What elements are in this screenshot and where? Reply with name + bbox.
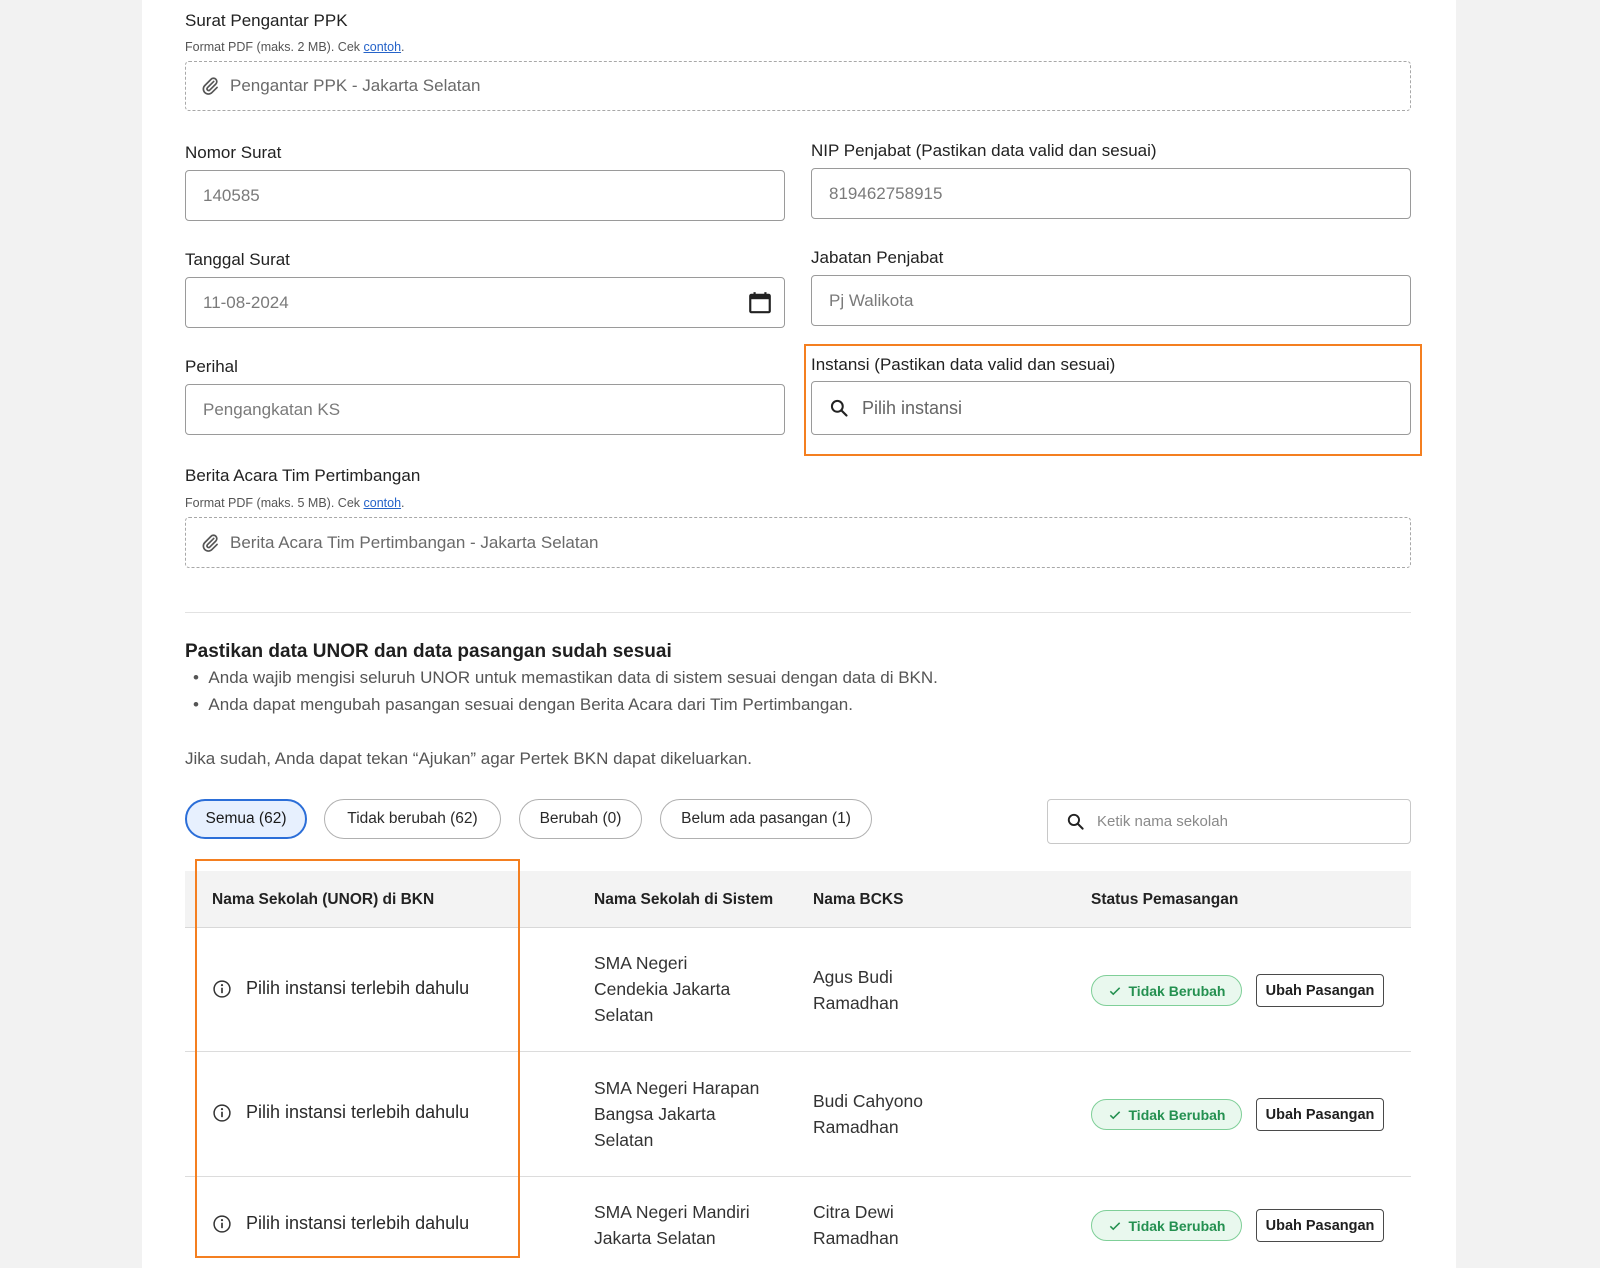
filter-chip-berubah[interactable]: Berubah (0) xyxy=(519,799,642,839)
berita-acara-upload[interactable] xyxy=(185,517,1411,568)
contoh-link[interactable]: contoh xyxy=(363,40,402,54)
unor-bullet-1: • Anda wajib mengisi seluruh UNOR untuk memastikan data di sistem sesuai dengan data di BKN. xyxy=(193,668,938,687)
jabatan-penjabat-field[interactable] xyxy=(811,275,1411,326)
instansi-highlight xyxy=(804,344,1422,456)
school-line: Selatan xyxy=(594,1005,654,1025)
school-search-placeholder: Ketik nama sekolah xyxy=(1097,813,1228,830)
hint-text: Format PDF (maks. 2 MB). Cek xyxy=(185,40,364,54)
unor-warning-text: Pilih instansi terlebih dahulu xyxy=(246,978,470,998)
filter-chip-belum-ada-pasangan[interactable]: Belum ada pasangan (1) xyxy=(660,799,872,839)
surat-pengantar-label: Surat Pengantar PPK xyxy=(185,11,348,30)
berita-acara-filename: Berita Acara Tim Pertimbangan - Jakarta Selatan xyxy=(230,532,599,552)
section-divider xyxy=(185,612,1411,613)
search-icon xyxy=(1066,812,1085,831)
jabatan-penjabat-label: Jabatan Penjabat xyxy=(811,248,944,267)
checkmark-icon xyxy=(1108,1219,1122,1233)
table-row-1-ubah-pasangan-button[interactable]: Ubah Pasangan xyxy=(1256,974,1384,1007)
nomor-surat-label: Nomor Surat xyxy=(185,143,282,162)
bullet-text: Anda dapat mengubah pasangan sesuai dengan Berita Acara dari Tim Pertimbangan. xyxy=(208,695,853,714)
contoh-link[interactable]: contoh xyxy=(363,496,402,510)
tanggal-surat-value: 11-08-2024 xyxy=(203,292,289,312)
table-row-2-school xyxy=(594,1075,759,1153)
school-line: Selatan xyxy=(594,1130,654,1150)
table-row-3-bcks xyxy=(813,1199,899,1251)
bcks-line: Ramadhan xyxy=(813,1228,899,1248)
table-row-1-school xyxy=(594,950,730,1028)
bcks-line: Ramadhan xyxy=(813,993,899,1013)
school-line: Jakarta Selatan xyxy=(594,1228,716,1248)
paperclip-icon xyxy=(200,76,220,96)
berita-acara-hint xyxy=(185,496,405,510)
unor-section-title: Pastikan data UNOR dan data pasangan sudah sesuai xyxy=(185,641,672,662)
bullet-text: Anda wajib mengisi seluruh UNOR untuk memastikan data di sistem sesuai dengan data di BKN. xyxy=(208,668,938,687)
instansi-label: Instansi (Pastikan data valid dan sesuai) xyxy=(811,355,1116,374)
nip-penjabat-field[interactable] xyxy=(811,168,1411,219)
col-header-sekolah-sistem: Nama Sekolah di Sistem xyxy=(594,891,774,908)
school-line: Bangsa Jakarta xyxy=(594,1104,716,1124)
table-row-2-ubah-pasangan-button[interactable]: Ubah Pasangan xyxy=(1256,1098,1384,1131)
unor-warning-text: Pilih instansi terlebih dahulu xyxy=(246,1213,470,1233)
paperclip-icon xyxy=(200,533,220,553)
hint-suffix: . xyxy=(401,40,405,54)
perihal-field[interactable] xyxy=(185,384,785,435)
tanggal-surat-field[interactable] xyxy=(185,277,785,328)
filter-chip-semua[interactable]: Semua (62) xyxy=(185,799,307,839)
nip-penjabat-label: NIP Penjabat (Pastikan data valid dan sesuai) xyxy=(811,141,1157,160)
col-header-unor: Nama Sekolah (UNOR) di BKN xyxy=(212,891,435,908)
jabatan-penjabat-value: Pj Walikota xyxy=(829,290,914,310)
school-line: SMA Negeri Harapan xyxy=(594,1078,760,1098)
hint-suffix: . xyxy=(401,496,405,510)
status-text: Tidak Berubah xyxy=(1128,1217,1226,1234)
bcks-line: Ramadhan xyxy=(813,1117,899,1137)
checkmark-icon xyxy=(1108,984,1122,998)
unor-note: Jika sudah, Anda dapat tekan “Ajukan” agar Pertek BKN dapat dikeluarkan. xyxy=(185,749,753,768)
school-search-input[interactable] xyxy=(1047,799,1411,844)
calendar-icon[interactable] xyxy=(747,290,773,316)
school-line: Cendekia Jakarta xyxy=(594,979,731,999)
perihal-label: Perihal xyxy=(185,357,238,376)
table-row-2-status-badge xyxy=(1091,1099,1242,1130)
surat-pengantar-upload[interactable] xyxy=(185,61,1411,111)
hint-text: Format PDF (maks. 5 MB). Cek xyxy=(185,496,364,510)
instansi-placeholder: Pilih instansi xyxy=(862,397,963,418)
status-text: Tidak Berubah xyxy=(1128,982,1226,999)
checkmark-icon xyxy=(1108,1108,1122,1122)
table-row-3-school xyxy=(594,1199,750,1251)
unor-column-highlight xyxy=(195,859,520,1258)
bcks-line: Citra Dewi xyxy=(813,1202,894,1222)
nip-penjabat-value: 819462758915 xyxy=(829,183,943,203)
table-row-2-bcks xyxy=(813,1088,923,1140)
table-row-1-status-badge xyxy=(1091,975,1242,1006)
col-header-status: Status Pemasangan xyxy=(1091,891,1239,908)
filter-chip-tidak-berubah[interactable]: Tidak berubah (62) xyxy=(324,799,501,839)
bcks-line: Budi Cahyono xyxy=(813,1091,923,1111)
tanggal-surat-label: Tanggal Surat xyxy=(185,250,290,269)
col-header-bcks: Nama BCKS xyxy=(813,891,904,908)
unor-warning-text: Pilih instansi terlebih dahulu xyxy=(246,1102,470,1122)
surat-pengantar-filename: Pengantar PPK - Jakarta Selatan xyxy=(230,76,481,95)
surat-pengantar-hint xyxy=(185,40,405,54)
school-line: SMA Negeri Mandiri xyxy=(594,1202,750,1222)
berita-acara-label: Berita Acara Tim Pertimbangan xyxy=(185,466,421,485)
bcks-line: Agus Budi xyxy=(813,967,893,987)
school-line: SMA Negeri xyxy=(594,953,688,973)
table-row-1-bcks xyxy=(813,964,899,1016)
nomor-surat-field[interactable] xyxy=(185,170,785,221)
table-row-3-ubah-pasangan-button[interactable]: Ubah Pasangan xyxy=(1256,1209,1384,1242)
unor-bullet-2: • Anda dapat mengubah pasangan sesuai dengan Berita Acara dari Tim Pertimbangan. xyxy=(193,695,853,714)
status-text: Tidak Berubah xyxy=(1128,1106,1226,1123)
table-row-3-status-badge xyxy=(1091,1210,1242,1241)
nomor-surat-value: 140585 xyxy=(203,185,260,205)
perihal-value: Pengangkatan KS xyxy=(203,399,341,419)
